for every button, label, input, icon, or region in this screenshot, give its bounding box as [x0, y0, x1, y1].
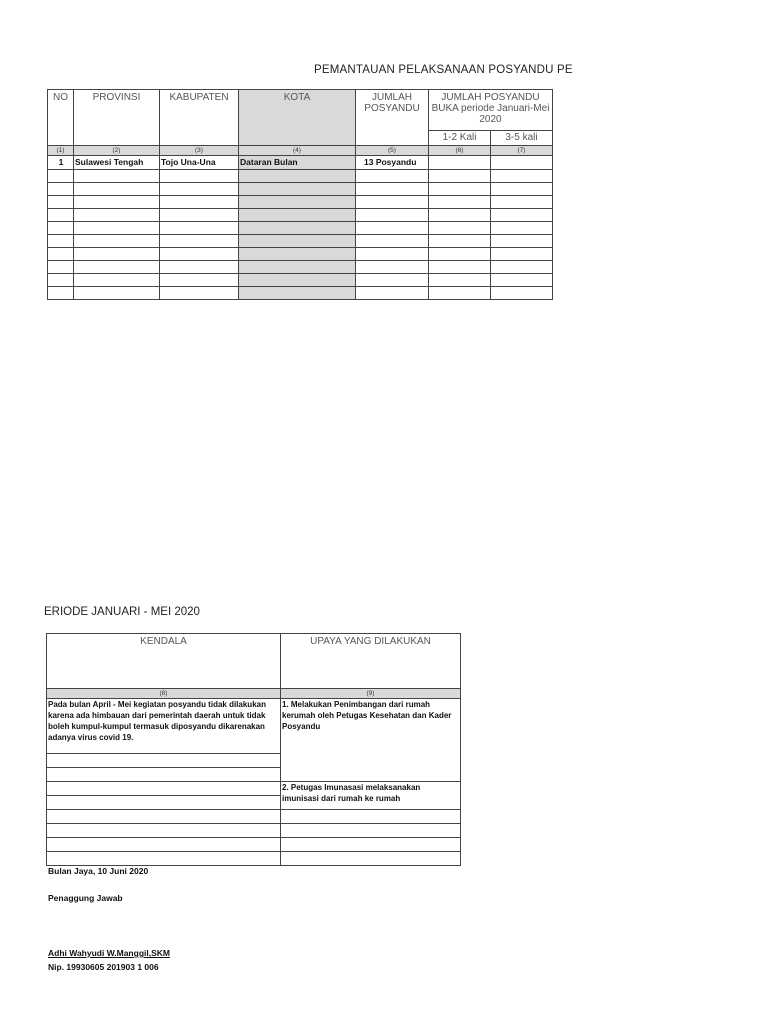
header-upaya: UPAYA YANG DILAKUKAN	[281, 634, 461, 689]
kendala-text: Pada bulan April - Mei kegiatan posyandu tidak dilakukan karena ada himbauan dari pemerintah daerah untuk tidak boleh kumpul-kumpul termasuk diposyandu dikarenakan adanya virus covid 19.	[47, 699, 281, 754]
section-title: ERIODE JANUARI - MEI 2020	[44, 606, 200, 618]
index-cell: (2)	[74, 146, 160, 156]
empty-row	[48, 183, 553, 196]
empty-cell	[281, 838, 461, 852]
row-jumlah: 13 Posyandu	[356, 156, 429, 170]
empty-cell	[281, 810, 461, 824]
signature-role: Penaggung Jawab	[48, 893, 123, 903]
header-kendala: KENDALA	[47, 634, 281, 689]
upaya-text-1: 1. Melakukan Penimbangan dari rumah kerumah oleh Petugas Kesehatan dan Kader Posyandu	[281, 699, 461, 782]
empty-cell	[47, 754, 281, 768]
empty-cell	[281, 824, 461, 838]
header-kali-1-2: 1-2 Kali	[429, 131, 491, 146]
index-cell: (5)	[356, 146, 429, 156]
empty-cell	[47, 768, 281, 782]
signature-nip: Nip. 19930605 201903 1 006	[48, 962, 159, 972]
empty-cell	[47, 824, 281, 838]
index-cell: (8)	[47, 689, 281, 699]
row-kali-3-5	[491, 156, 553, 170]
header-kabupaten: KABUPATEN	[160, 90, 239, 146]
empty-row	[48, 261, 553, 274]
header-jumlah-buka	[429, 90, 553, 131]
posyandu-table	[47, 89, 553, 300]
signature-name: Adhi Wahyudi W.Manggil,SKM	[48, 948, 170, 958]
header-jumlah-buka-line1: JUMLAH POSYANDU	[441, 92, 540, 103]
empty-cell	[47, 810, 281, 824]
index-cell: (9)	[281, 689, 461, 699]
row-kabupaten: Tojo Una-Una	[160, 156, 239, 170]
index-cell: (3)	[160, 146, 239, 156]
empty-row	[48, 287, 553, 300]
empty-row	[48, 274, 553, 287]
header-no: NO	[48, 90, 74, 146]
empty-row	[48, 248, 553, 261]
index-cell: (6)	[429, 146, 491, 156]
empty-row	[48, 209, 553, 222]
empty-cell	[281, 852, 461, 866]
header-jumlah-posyandu: JUMLAH POSYANDU	[356, 90, 429, 146]
header-jumlah-buka-line2: BUKA periode Januari-Mei	[431, 103, 550, 114]
row-no: 1	[48, 156, 74, 170]
empty-row	[48, 222, 553, 235]
upaya-text-2: 2. Petugas Imunasasi melaksanakan imunisasi dari rumah ke rumah	[281, 782, 461, 810]
empty-row	[48, 196, 553, 209]
row-kota: Dataran Bulan	[239, 156, 356, 170]
row-provinsi: Sulawesi Tengah	[74, 156, 160, 170]
header-kali-3-5: 3-5 kali	[491, 131, 553, 146]
page-title: PEMANTAUAN PELAKSANAAN POSYANDU PE	[314, 64, 573, 76]
row-kali-1-2	[429, 156, 491, 170]
header-provinsi: PROVINSI	[74, 90, 160, 146]
empty-row	[48, 235, 553, 248]
index-cell: (1)	[48, 146, 74, 156]
index-cell: (4)	[239, 146, 356, 156]
empty-cell	[47, 838, 281, 852]
table-row	[48, 156, 553, 170]
empty-cell	[47, 796, 281, 810]
empty-row	[48, 170, 553, 183]
kendala-table	[46, 633, 461, 866]
index-cell: (7)	[491, 146, 553, 156]
header-jumlah-buka-line3: 2020	[479, 114, 502, 125]
empty-cell	[47, 782, 281, 796]
place-date: Bulan Jaya, 10 Juni 2020	[48, 866, 149, 876]
header-kota: KOTA	[239, 90, 356, 146]
empty-cell	[47, 852, 281, 866]
